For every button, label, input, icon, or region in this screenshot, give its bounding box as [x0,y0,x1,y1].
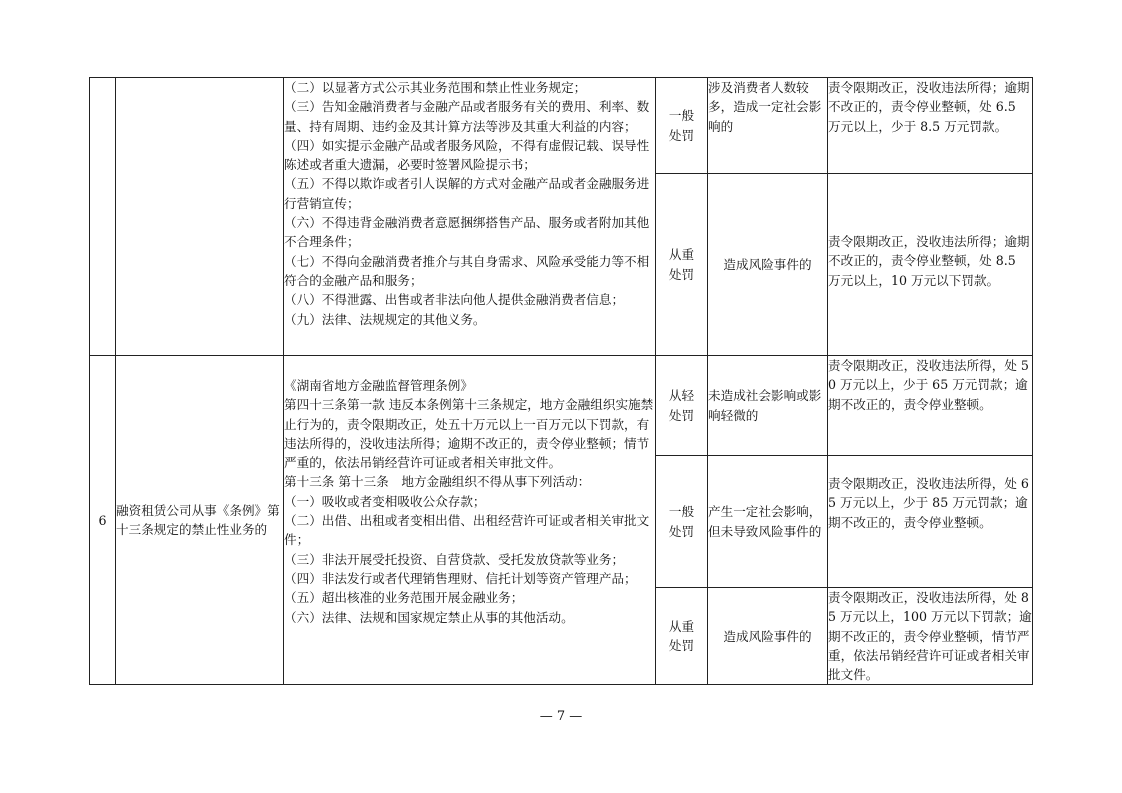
penalty-text: 责令限期改正，没收违法所得，处 50 万元以上，少于 65 万元罚款；逾期不改正的，责令停业整顿。 [828,358,1029,412]
penalty-cell [828,588,1033,685]
legal-basis-cell [284,78,656,356]
legal-basis-line: （二）以显著方式公示其业务范围和禁止性业务规定； [284,80,587,95]
penalty-level-cell [656,456,708,588]
legal-basis-line: （六）法律、法规和国家规定禁止从事的其他活动。 [284,609,574,625]
circumstance-text: 涉及消费者人数较多，造成一定社会影响的 [708,80,822,134]
circumstance-cell [708,356,828,456]
item-number-cell [90,78,116,356]
table-row [90,78,1033,174]
penalty-level-cell [656,588,708,685]
legal-basis-line: （四）如实提示金融产品或者服务风险，不得有虚假记载、误导性陈述或者重大遗漏，必要时签署风险提示书； [284,137,650,173]
item-number: 6 [98,512,107,528]
legal-basis-line: （三）告知金融消费者与金融产品或者服务有关的费用、利率、数量、持有周期、违约金及其计算方法等涉及其重大利益的内容； [284,99,650,134]
circumstance-cell [708,456,828,588]
penalty-cell [828,356,1033,456]
penalty-level-cell [656,174,708,356]
legal-basis-line: （五）不得以欺诈或者引人误解的方式对金融产品或者金融服务进行营销宣传； [284,176,650,211]
legal-basis-line: （五）超出核准的业务范围开展金融业务； [284,590,524,606]
circumstance-cell [708,588,828,685]
penalty-cell [828,174,1033,356]
violation-cell [116,78,284,356]
penalty-level: 处罚 [668,523,695,539]
penalty-text: 责令限期改正，没收违法所得，处 65 万元以上，少于 85 万元罚款；逾期不改正的，责令停业整顿。 [828,476,1029,530]
penalty-level: 从重 [668,247,695,263]
legal-basis-line: （一）吸收或者变相吸收公众存款； [284,493,486,509]
circumstance-text: 未造成社会影响或影响轻微的 [708,388,822,423]
legal-basis-cell [284,356,656,685]
penalty-cell [828,456,1033,588]
penalty-level: 处罚 [668,266,695,282]
violation-text: 融资租赁公司从事《条例》第十三条规定的禁止性业务的 [116,502,280,538]
legal-basis-line: （九）法律、法规规定的其他义务。 [284,311,486,327]
legal-basis-line: （八）不得泄露、出售或者非法向他人提供金融消费者信息； [284,292,625,308]
circumstance-cell [708,78,828,174]
legal-basis-line: 第四十三条第一款 违反本条例第十三条规定，地方金融组织实施禁止行为的，责令限期改正，处五十万元以上一百万元以下罚款，有违法所得的，没收违法所得；逾期不改正的，责令停业整顿；情节严重的，依法吊销经营许可证或者相关审批文件。 [284,397,654,471]
item-number-cell [90,356,116,685]
legal-basis-line: （三）非法开展受托投资、自营贷款、受托发放贷款等业务； [284,551,625,567]
penalty-level: 从轻 [668,388,695,404]
penalty-text: 责令限期改正，没收违法所得，处 85 万元以上，100 万元以下罚款；逾期不改正的，责令停业整顿，情节严重，依法吊销经营许可证或者相关审批文件。 [828,590,1032,683]
legal-basis-line: 《湖南省地方金融监督管理条例》 [284,378,473,393]
legal-basis-line: （七）不得向金融消费者推介与其自身需求、风险承受能力等不相符合的金融产品和服务； [284,253,650,288]
penalty-level-cell [656,356,708,456]
page-number: — 7 — [539,709,583,724]
legal-basis-line: （六）不得违背金融消费者意愿捆绑搭售产品、服务或者附加其他不合理条件； [284,215,650,250]
penalty-level: 从重 [668,618,695,634]
penalty-level: 一般 [668,504,695,520]
violation-cell [116,356,284,685]
penalty-text: 责令限期改正，没收违法所得；逾期不改正的，责令停业整顿，处 6.5 万元以上，少于 8.5 万元罚款。 [828,80,1030,134]
penalty-level: 处罚 [668,407,695,423]
penalty-level: 处罚 [668,638,695,654]
legal-basis-line: 第十三条 第十三条 地方金融组织不得从事下列活动： [284,474,591,490]
penalty-text: 责令限期改正，没收违法所得；逾期不改正的，责令停业整顿，处 8.5 万元以上，10 万元以下罚款。 [828,234,1030,288]
penalty-standard-table [89,77,1033,685]
circumstance-text: 造成风险事件的 [723,628,812,644]
circumstance-cell [708,174,828,356]
penalty-level: 处罚 [668,127,695,143]
penalty-cell [828,78,1033,174]
table-row [90,356,1033,456]
legal-basis-line: （四）非法发行或者代理销售理财、信托计划等资产管理产品； [284,570,637,586]
penalty-level: 一般 [668,108,695,124]
circumstance-text: 造成风险事件的 [723,256,812,272]
penalty-level-cell [656,78,708,174]
legal-basis-line: （二）出借、出租或者变相出借、出租经营许可证或者相关审批文件； [284,513,650,548]
circumstance-text: 产生一定社会影响，但未导致风险事件的 [708,504,822,539]
